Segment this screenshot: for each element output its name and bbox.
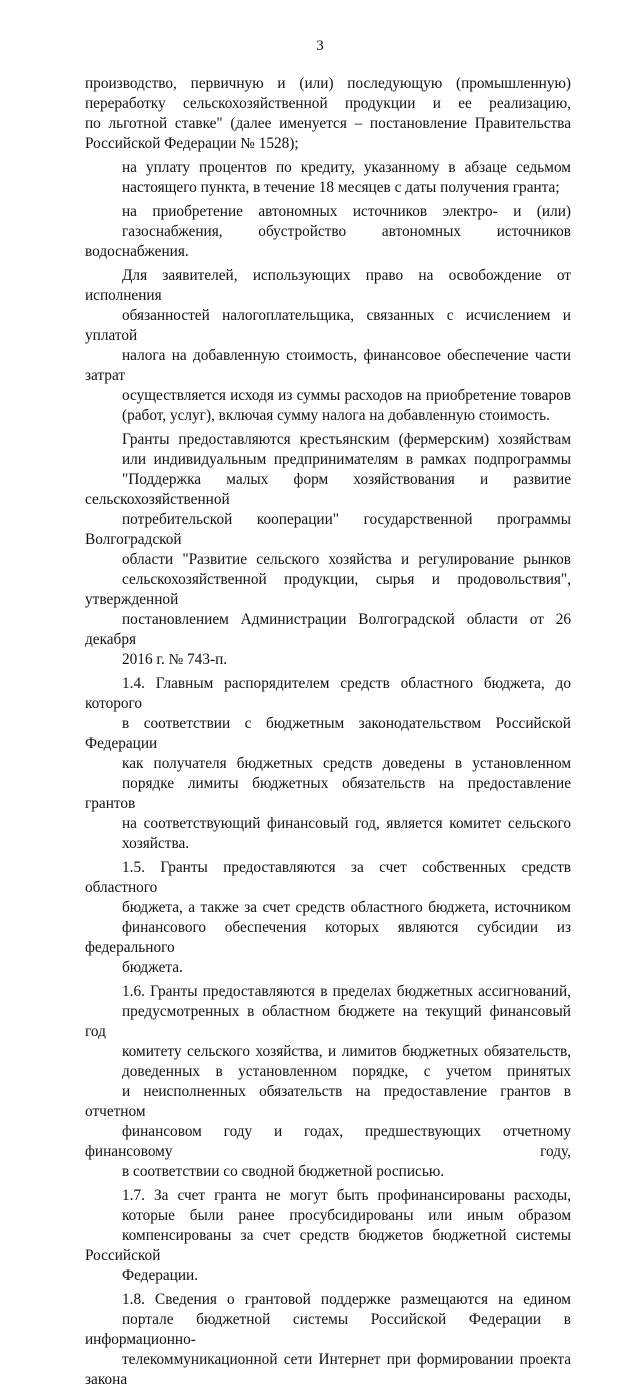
paragraph [85,266,571,426]
text-line: в соответствии со сводной бюджетной росписью. [122,1163,445,1180]
text-line: 1.8. Сведения о грантовой поддержке размещаются на едином [122,1291,571,1308]
text-line: производство, первичную и (или) последующую (промышленную) [85,75,571,92]
text-line: переработку сельскохозяйственной продукции и ее реализацию, [85,95,571,112]
text-line: в соответствии с бюджетным законодательством Российской Федерации [85,715,571,752]
text-line: портале бюджетной системы Российской Федерации в информационно- [85,1311,571,1348]
paragraph [85,430,571,670]
text-line: постановлением Администрации Волгоградской области от 26 декабря [85,611,571,648]
text-line: потребительской кооперации" государственной программы Волгоградской [85,511,571,548]
text-line: 1.4. Главным распорядителем средств областного бюджета, до которого [85,675,571,712]
text-line: которые были ранее просубсидированы или иным образом [122,1207,571,1224]
text-line: компенсированы за счет средств бюджетов бюджетной системы Российской [85,1227,571,1264]
text-line: на соответствующий финансовый год, является комитет сельского [122,815,571,832]
text-line: и неисполненных обязательств на предоставление грантов в отчетном [85,1083,571,1120]
text-line: предусмотренных в областном бюджете на текущий финансовый год [85,1003,571,1040]
text-line: Федерации. [122,1267,199,1284]
text-line: финансового обеспечения которых являются субсидии из федерального [85,919,571,956]
text-line: 1.5. Гранты предоставляются за счет собственных средств областного [85,859,571,896]
text-line: финансовом году и годах, предшествующих отчетному финансовому году, [85,1123,571,1160]
text-line: 1.6. Гранты предоставляются в пределах бюджетных ассигнований, [122,983,571,1000]
text-line: или индивидуальным предпринимателям в рамках подпрограммы [122,451,571,468]
text-line: бюджета, а также за счет средств областного бюджета, источником [122,899,571,916]
text-line: порядке лимиты бюджетных обязательств на предоставление грантов [85,775,571,812]
paragraph [85,1290,571,1390]
paragraph [85,158,571,198]
paragraph [85,674,571,854]
text-line: Для заявителей, использующих право на освобождение от исполнения [85,267,571,304]
text-line: газоснабжения, обустройство автономных источников водоснабжения. [85,223,571,260]
text-line: 1.7. За счет гранта не могут быть профинансированы расходы, [122,1187,571,1204]
paragraph [85,1186,571,1286]
text-line: хозяйства. [122,835,190,852]
paragraph [85,982,571,1182]
text-line: обязанностей налогоплательщика, связанных с исчислением и уплатой [85,307,571,344]
text-line: как получателя бюджетных средств доведены в установленном [122,755,571,772]
text-line: на уплату процентов по кредиту, указанному в абзаце седьмом [122,159,571,176]
text-line: телекоммуникационной сети Интернет при формировании проекта закона [85,1351,571,1388]
text-line: доведенных в установленном порядке, с учетом принятых [122,1063,571,1080]
text-line: (работ, услуг), включая сумму налога на добавленную стоимость. [122,407,550,424]
paragraph [85,74,571,154]
text-line: по льготной ставке" (далее именуется – постановление Правительства [85,115,571,132]
paragraph [85,858,571,978]
text-line: сельскохозяйственной продукции, сырья и продовольствия", утвержденной [85,571,571,608]
text-line: области "Развитие сельского хозяйства и регулирование рынков [122,551,571,568]
text-line: Российской Федерации № 1528); [85,135,299,152]
text-line: налога на добавленную стоимость, финансовое обеспечение части затрат [85,347,571,384]
text-line: на приобретение автономных источников электро- и (или) [122,203,571,220]
text-line: настоящего пункта, в течение 18 месяцев с даты получения гранта; [122,179,560,196]
page-number: 3 [316,38,324,54]
text-line: "Поддержка малых форм хозяйствования и развитие сельскохозяйственной [85,471,571,508]
text-line: бюджета. [122,959,183,976]
paragraph [85,202,571,262]
text-line: комитету сельского хозяйства, и лимитов бюджетных обязательств, [122,1043,571,1060]
text-line: Гранты предоставляются крестьянским (фермерским) хозяйствам [122,431,571,448]
text-line: 2016 г. № 743-п. [122,651,228,668]
text-line: осуществляется исходя из суммы расходов на приобретение товаров [122,387,571,404]
document-body [85,74,571,1394]
